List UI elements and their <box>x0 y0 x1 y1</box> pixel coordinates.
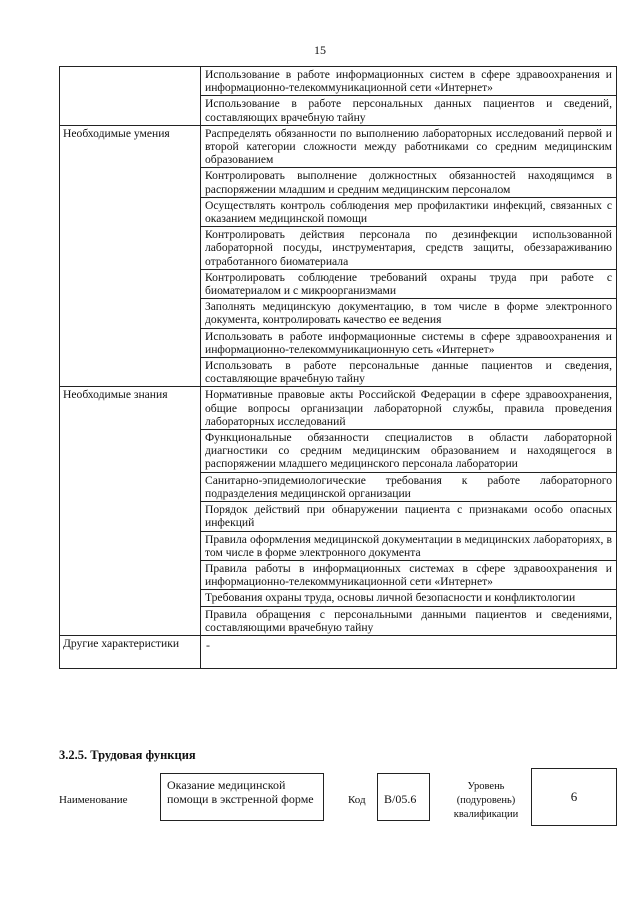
list-item: Правила оформления медицинской документации в медицинских лабораториях, в том числе в форме электронного документа <box>201 531 616 560</box>
function-name-box: Оказание медицинской помощи в экстренной форме <box>160 773 324 821</box>
list-item: Использование в работе информационных систем в сфере здравоохранения и информационно-телекоммуникационной сети «Интернет» <box>205 68 612 95</box>
row-label: Необходимые знания <box>60 387 201 635</box>
table-row <box>60 125 617 387</box>
list-item: Нормативные правовые акты Российской Федерации в сфере здравоохранения, общие вопросы организации лабораторной службы, правила проведения лабораторных исследований <box>205 388 612 428</box>
row-items <box>201 67 617 126</box>
row-label <box>60 67 201 126</box>
list-item: Контролировать выполнение должностных обязанностей находящимся в распоряжении младшим и средним медицинским персоналом <box>201 167 616 196</box>
requirements-table <box>59 66 617 669</box>
list-item: Распределять обязанности по выполнению лабораторных исследований первой и второй категории сложности между работниками со средним медицинским образованием <box>205 126 612 167</box>
list-item: Требования охраны труда, основы личной безопасности и конфликтологии <box>201 589 616 605</box>
list-item: Использовать в работе информационные системы в сфере здравоохранения и информационно-телекоммуникационную сеть «Интернет» <box>201 328 616 357</box>
list-item: Заполнять медицинскую документацию, в том числе в форме электронного документа, контролировать качество ее ведения <box>201 298 616 327</box>
section-title: 3.2.5. Трудовая функция <box>59 748 196 762</box>
list-item: Правила работы в информационных системах в сфере здравоохранения и информационно-телекоммуникационной сети «Интернет» <box>201 560 616 589</box>
list-item: Использование в работе персональных данных пациентов и сведений, составляющих врачебную тайну <box>201 95 616 124</box>
page-number: 15 <box>314 43 326 57</box>
list-item: Осуществлять контроль соблюдения мер профилактики инфекций, связанных с оказанием медицинской помощи <box>201 197 616 226</box>
list-item: Контролировать соблюдение требований охраны труда при работе с биоматериалом и с микроорганизмами <box>201 269 616 298</box>
table-row <box>60 635 617 668</box>
list-item: Использовать в работе персональные данные пациентов и сведения, составляющие врачебную тайну <box>201 357 616 386</box>
row-value: - <box>201 635 617 668</box>
list-item: Санитарно-эпидемиологические требования к работе лабораторного подразделения медицинской организации <box>201 472 616 501</box>
row-label: Другие характеристики <box>60 635 201 668</box>
list-item: Правила обращения с персональными данными пациентов и сведениями, составляющими врачебную тайну <box>201 606 616 635</box>
list-item: Функциональные обязанности специалистов в области лабораторной диагностики со средним медицинским образованием и находящегося в распоряжении младшего медицинского персонала лаборатории <box>201 429 616 472</box>
table-row <box>60 67 617 126</box>
level-box: 6 <box>531 768 617 826</box>
list-item: Порядок действий при обнаружении пациента с признаками особо опасных инфекций <box>201 501 616 530</box>
list-item: Контролировать действия персонала по дезинфекции использованной лабораторной посуды, инструментария, средств защиты, обеззараживанию отработанного биоматериала <box>201 226 616 269</box>
row-items <box>201 125 617 387</box>
code-label: Код <box>348 794 366 806</box>
code-box: B/05.6 <box>377 773 430 821</box>
level-label: Уровень (подуровень) квалификации <box>453 781 519 820</box>
table-row <box>60 387 617 635</box>
name-label: Наименование <box>59 794 128 806</box>
row-label: Необходимые умения <box>60 125 201 387</box>
row-items <box>201 387 617 635</box>
